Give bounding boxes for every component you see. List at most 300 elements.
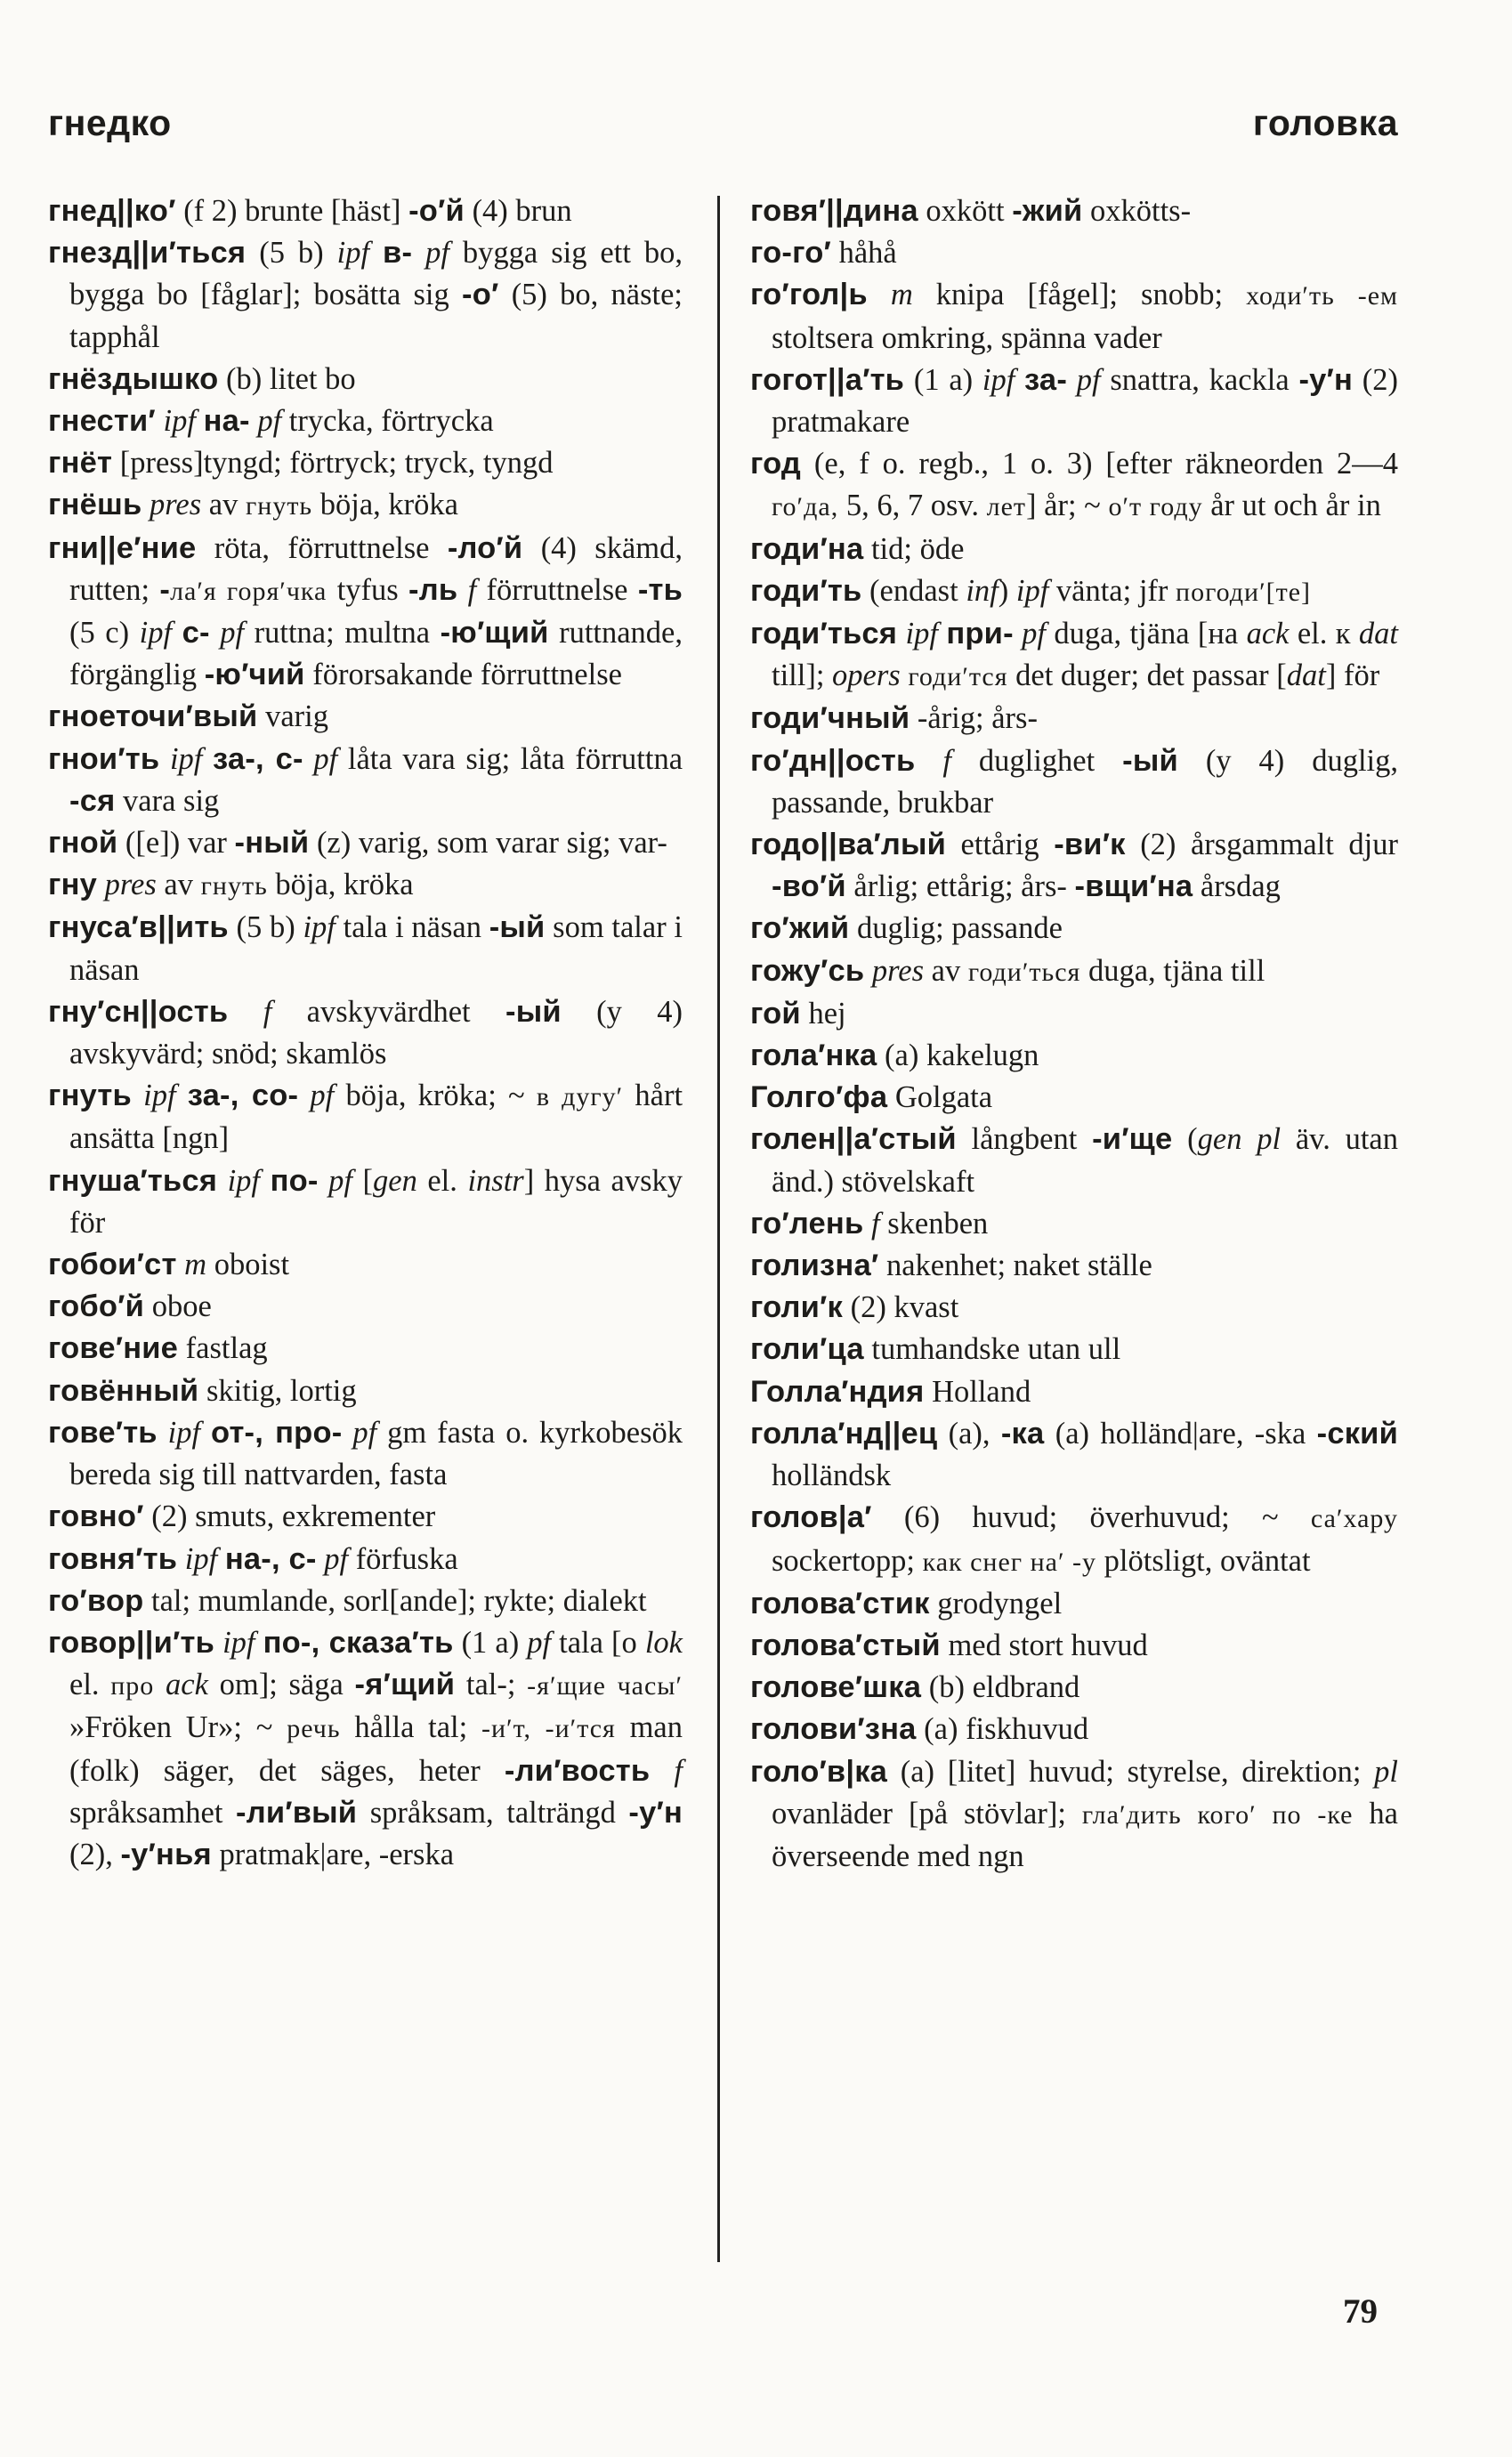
- entry-text: [159, 742, 170, 776]
- headword: гну: [48, 868, 97, 902]
- dictionary-entry: [750, 908, 1398, 950]
- headword: на-, с-: [224, 1541, 317, 1576]
- headword: го′жий: [750, 911, 850, 946]
- entry-text: inf: [966, 573, 999, 608]
- headword: годи′на: [750, 531, 864, 566]
- headword: годи′ть: [750, 573, 862, 608]
- entry-text: dat: [1358, 617, 1398, 651]
- headword: голла′нд||ец: [750, 1416, 938, 1451]
- headword: год: [750, 447, 802, 481]
- entry-text: ha överseende med ngn: [772, 1796, 1398, 1873]
- entry-text: oboist: [206, 1248, 290, 1282]
- entry-text: [255, 1626, 263, 1660]
- dictionary-entry: [48, 1539, 683, 1580]
- entry-text: av: [156, 868, 201, 902]
- entry-text: (1 a): [904, 362, 982, 397]
- entry-text: ipf: [303, 910, 336, 945]
- entry-text: äv. utan änd.) stövelskaft: [772, 1122, 1398, 1199]
- headword: говно′: [48, 1499, 144, 1534]
- entry-text: pf: [1022, 617, 1046, 651]
- headword: -ви′к: [1054, 828, 1126, 862]
- headword: гой: [750, 996, 801, 1030]
- headword: -ка: [1000, 1416, 1045, 1451]
- headword: говённый: [48, 1373, 199, 1408]
- entry-text: [1014, 617, 1022, 651]
- headword: -о′й: [408, 194, 465, 228]
- entry-text: [154, 1668, 166, 1701]
- entry-text: sockertopp;: [772, 1543, 923, 1578]
- dictionary-entry: [750, 1119, 1398, 1202]
- headword: -ю′щий: [440, 616, 549, 651]
- entry-text: tal-;: [455, 1668, 528, 1702]
- dictionary-entry: [48, 1328, 683, 1370]
- entry-text: ipf: [222, 1625, 255, 1660]
- running-head-right: головка: [1252, 102, 1398, 143]
- headword: голи′ца: [750, 1332, 864, 1367]
- dictionary-entry: [48, 739, 683, 822]
- dictionary-entry: [750, 1203, 1398, 1245]
- entry-text: ipf: [905, 617, 938, 651]
- headword: -ль: [408, 572, 458, 607]
- entry-text: instr: [467, 1163, 524, 1198]
- headword: -: [159, 572, 171, 607]
- entry-text: годи′ться: [967, 957, 1081, 987]
- headword: говор||и′ть: [48, 1625, 214, 1660]
- entry-text: vänta; jfr: [1048, 573, 1176, 608]
- entry-text: [915, 744, 942, 778]
- entry-text: f: [870, 1206, 880, 1241]
- entry-text: о′т году: [1108, 492, 1203, 522]
- headword: гни||е′ние: [48, 530, 197, 565]
- entry-text: pres: [871, 953, 925, 988]
- entry-text: oboe: [144, 1289, 212, 1324]
- entry-text: (5) bo, näste; tapphål: [69, 278, 683, 354]
- entry-text: [97, 868, 105, 901]
- headword: гожу′сь: [750, 953, 865, 988]
- entry-text: -я′щие часы′: [527, 1671, 683, 1701]
- entry-text: snattra, kackla: [1100, 362, 1299, 397]
- headword: -вщи′на: [1074, 869, 1193, 904]
- entry-text: gen pl: [1197, 1122, 1282, 1157]
- entry-text: varig: [257, 699, 328, 734]
- headword: голови′зна: [750, 1712, 917, 1747]
- entry-text: tid; öde: [863, 531, 965, 566]
- entry-text: duglighet: [950, 743, 1123, 778]
- entry-text: (6) huvud; överhuvud; ~: [871, 1500, 1311, 1535]
- entry-text: (a) fiskhuvud: [916, 1712, 1089, 1747]
- entry-text: skitig, lortig: [198, 1373, 357, 1408]
- headword: -и′ще: [1092, 1122, 1173, 1157]
- dictionary-entry: [750, 443, 1398, 528]
- headword: гнёздышко: [48, 361, 219, 396]
- entry-text: [228, 995, 263, 1029]
- entry-text: (f 2) brunte [häst]: [175, 194, 409, 228]
- dictionary-entry: [750, 1077, 1398, 1119]
- entry-text: tala [о: [551, 1625, 645, 1660]
- headword: гнуса′в||ить: [48, 910, 229, 945]
- headword: голова′стый: [750, 1628, 941, 1662]
- dictionary-entry: [48, 528, 683, 697]
- entry-text: låta vara sig; låta förruttna: [337, 741, 683, 776]
- headword: при-: [946, 617, 1014, 651]
- headword: гола′нка: [750, 1039, 877, 1073]
- entry-text: ruttnande, förgänglig: [69, 616, 683, 692]
- dictionary-entry: [48, 1622, 683, 1876]
- dictionary-entry: [750, 1709, 1398, 1750]
- dictionary-entry: [750, 1625, 1398, 1667]
- entry-text: [897, 617, 905, 651]
- entry-text: [200, 1416, 211, 1450]
- dictionary-entry: [48, 696, 683, 738]
- headword: гнед||ко′: [48, 194, 176, 228]
- entry-text: böja, kröka: [312, 488, 458, 522]
- dictionary-entry: [48, 1412, 683, 1496]
- headword: с-: [182, 616, 210, 651]
- entry-text: håhå: [830, 236, 897, 271]
- entry-text: ovanläder [på stövlar];: [772, 1796, 1082, 1831]
- entry-text: ): [998, 573, 1016, 608]
- dictionary-entry: [750, 950, 1398, 993]
- running-head-left: гнедко: [48, 102, 172, 143]
- entry-text: ([e]) var: [117, 826, 235, 861]
- entry-text: tumhandske utan ull: [863, 1332, 1121, 1367]
- entry-text: [141, 488, 150, 521]
- dictionary-entry: [750, 740, 1398, 824]
- entry-text: (a) kakelugn: [877, 1039, 1039, 1073]
- entry-text: [158, 1416, 168, 1450]
- headword: -ый: [1122, 743, 1178, 778]
- headword: гогот||а′ть: [750, 362, 905, 397]
- headword: по-, сказа′ть: [263, 1625, 454, 1660]
- entry-text: [214, 1626, 222, 1660]
- entry-text: [: [352, 1163, 373, 1198]
- entry-text: vara sig: [115, 783, 220, 818]
- entry-text: duga, tjäna till: [1080, 953, 1265, 988]
- entry-text: »Fröken Ur»; ~: [69, 1710, 287, 1745]
- entry-text: språksamhet: [69, 1795, 237, 1830]
- entry-text: ] hysa avsky för: [69, 1163, 683, 1240]
- headword: годи′чный: [750, 701, 910, 736]
- entry-text: ettårig: [946, 828, 1055, 862]
- headword: голо′в|ка: [750, 1754, 888, 1789]
- entry-text: långbent: [956, 1122, 1093, 1157]
- entry-text: böja, kröka: [267, 868, 414, 902]
- dictionary-entry: [48, 991, 683, 1075]
- dictionary-entry: [48, 400, 683, 442]
- headword: -я′щий: [354, 1668, 456, 1702]
- entry-text: dat: [1286, 659, 1326, 693]
- entry-text: лет: [986, 492, 1027, 522]
- entry-text: ruttna; multna: [244, 616, 441, 651]
- headword: годо||ва′лый: [750, 828, 947, 862]
- entry-text: lok: [644, 1625, 683, 1660]
- headword: гове′ть: [48, 1415, 158, 1450]
- entry-text: årlig; ettårig; års-: [845, 869, 1075, 904]
- entry-text: (2) årsgammalt djur: [1125, 828, 1398, 862]
- dictionary-entry: [750, 1583, 1398, 1625]
- headword: голи′к: [750, 1290, 843, 1325]
- entry-text: ipf: [336, 236, 370, 271]
- headword: по-: [270, 1163, 319, 1198]
- entry-text: f: [942, 743, 951, 778]
- dictionary-entry: [750, 613, 1398, 698]
- entry-text: böja, kröka; ~: [334, 1079, 537, 1113]
- entry-text: f: [263, 994, 272, 1029]
- entry-text: pf: [313, 741, 338, 776]
- entry-text: 5, 6, 7 osv.: [838, 489, 987, 523]
- headword: гнести′: [48, 404, 156, 439]
- entry-text: ipf: [227, 1163, 261, 1198]
- entry-text: (4) brun: [464, 194, 572, 228]
- headword: -ый: [505, 994, 562, 1029]
- entry-text: år ut och år in: [1202, 489, 1381, 523]
- dictionary-entry: [750, 698, 1398, 740]
- dictionary-entry: [750, 274, 1398, 359]
- dictionary-entry: [48, 822, 683, 864]
- headword: за-, со-: [187, 1079, 299, 1113]
- headword: голове′шка: [750, 1670, 922, 1705]
- headword: гнуть: [48, 1079, 132, 1113]
- entry-text: (5 b): [228, 910, 303, 945]
- headword: гноеточи′вый: [48, 699, 258, 734]
- entry-text: го′да,: [772, 492, 839, 522]
- entry-text: [457, 573, 467, 607]
- entry-text: hålla tal;: [340, 1710, 481, 1745]
- entry-text: как снег на′ -у: [922, 1547, 1097, 1577]
- left-column: [48, 190, 683, 1876]
- headword: -ся: [69, 783, 116, 818]
- dictionary-entry: [750, 232, 1398, 274]
- headword: голова′стик: [750, 1586, 930, 1620]
- entry-text: (: [1172, 1122, 1198, 1157]
- entry-text: pf: [1076, 362, 1101, 397]
- dictionary-entry: [750, 1035, 1398, 1077]
- entry-text: årsdag: [1193, 869, 1281, 904]
- dictionary-entry: [48, 1580, 683, 1622]
- entry-text: (2) pratmakare: [772, 362, 1399, 440]
- entry-text: (2),: [69, 1837, 121, 1871]
- headword: годи′ться: [750, 617, 898, 651]
- entry-text: pf: [324, 1541, 349, 1576]
- entry-text: pf: [310, 1079, 335, 1113]
- entry-text: pf: [220, 616, 245, 651]
- entry-text: [202, 742, 213, 776]
- entry-text: ходи′ть -ем: [1246, 281, 1398, 311]
- entry-text: el. к: [1289, 617, 1359, 651]
- headword: го′гол|ь: [750, 278, 868, 312]
- entry-text: om]; säga: [207, 1668, 355, 1702]
- entry-text: Golgata: [887, 1080, 993, 1115]
- headword: гнои′ть: [48, 741, 160, 776]
- entry-text: förorsakande förruttnelse: [304, 658, 622, 692]
- entry-text: holländsk: [772, 1459, 892, 1493]
- entry-text: med stort huvud: [940, 1628, 1148, 1662]
- dictionary-entry: [750, 1329, 1398, 1370]
- dictionary-entry: [48, 190, 683, 232]
- entry-text: pl: [1374, 1754, 1398, 1789]
- entry-text: -и′т, -и′тся: [481, 1714, 616, 1744]
- entry-text: (y 4) duglig, passande, brukbar: [772, 743, 1398, 820]
- dictionary-entry: [48, 1160, 683, 1244]
- entry-text: [217, 1542, 225, 1576]
- headword: на-: [203, 404, 250, 439]
- entry-text: (a) holländ|are, -ska: [1044, 1416, 1317, 1451]
- dictionary-entry: [48, 1286, 683, 1328]
- headword: го-го′: [750, 236, 831, 271]
- entry-text: stoltsera omkring, spänna vader: [772, 320, 1162, 355]
- entry-text: [298, 1079, 310, 1112]
- entry-text: oxkötts-: [1082, 194, 1192, 228]
- dictionary-entry: [48, 1244, 683, 1286]
- entry-text: pf: [527, 1625, 552, 1660]
- entry-text: (4) skämd, rutten;: [69, 530, 683, 607]
- entry-text: (a) [litet] huvud; styrelse, direktion;: [887, 1754, 1375, 1789]
- headword: го′вор: [48, 1583, 144, 1618]
- entry-text: bygga sig ett bo, bygga bo [fåglar]; bosätta sig: [69, 236, 683, 312]
- entry-text: avskyvärdhet: [271, 994, 505, 1029]
- entry-text: som talar i näsan: [69, 910, 683, 987]
- entry-text: ] år; ~: [1026, 489, 1109, 523]
- entry-text: (b) litet bo: [218, 361, 356, 396]
- headword: Голла′ндия: [750, 1374, 925, 1409]
- dictionary-entry: [48, 442, 683, 484]
- entry-text: duglig; passande: [849, 911, 1063, 946]
- headword: гобои′ст: [48, 1248, 177, 1282]
- headword: -ский: [1316, 1416, 1398, 1451]
- entry-text: (e, f o. regb., 1 o. 3) [efter räkneorden 2—4: [801, 447, 1398, 481]
- entry-text: гнуть: [245, 491, 313, 521]
- headword: гнуша′ться: [48, 1163, 218, 1198]
- entry-text: man (folk) säger, det säges, heter: [69, 1710, 683, 1788]
- entry-text: pres: [149, 488, 202, 522]
- entry-text: gm fasta o. kyrkobesök bereda sig till nattvarden, fasta: [69, 1415, 683, 1492]
- entry-text: hårt ansätta [ngn]: [69, 1079, 683, 1156]
- headword: -ю′чий: [204, 658, 305, 692]
- entry-text: [863, 1207, 871, 1241]
- entry-text: годи′тся: [908, 662, 1008, 692]
- right-column: [750, 190, 1398, 1878]
- dictionary-entry: [48, 907, 683, 990]
- entry-text: gen: [373, 1163, 417, 1198]
- entry-text: röta, förruttnelse: [196, 530, 448, 565]
- dictionary-entry: [750, 1245, 1398, 1287]
- entry-text: duga, tjäna [на: [1046, 617, 1247, 651]
- entry-text: [303, 742, 314, 776]
- headword: гнезд||и′ться: [48, 236, 247, 271]
- entry-text: (z) varig, som varar sig; var-: [309, 826, 667, 861]
- entry-text: el.: [416, 1163, 468, 1198]
- entry-text: pres: [104, 868, 157, 902]
- entry-text: [369, 236, 383, 270]
- page-number: 79: [1343, 2292, 1378, 2331]
- column-divider: [717, 196, 720, 2262]
- headword: го′лень: [750, 1206, 864, 1241]
- dictionary-entry: [750, 529, 1398, 570]
- entry-text: [938, 617, 946, 651]
- dictionary-entry: [750, 570, 1398, 613]
- entry-text: [650, 1754, 674, 1788]
- entry-text: ipf: [167, 1415, 201, 1450]
- headword: -ть: [637, 572, 683, 607]
- headword: -ли′вый: [236, 1795, 358, 1830]
- entry-text: av: [924, 953, 968, 988]
- headword: голов|а′: [750, 1500, 872, 1535]
- entry-text: oxkött: [918, 194, 1013, 228]
- entry-text: (y 4) avskyvärd; snöd; skamlös: [69, 994, 683, 1071]
- entry-text: m: [890, 278, 913, 312]
- entry-text: till];: [772, 659, 833, 693]
- entry-text: (5 b): [246, 236, 337, 271]
- entry-text: pf: [257, 404, 282, 439]
- entry-text: (1 a): [453, 1625, 528, 1660]
- entry-text: (2) kvast: [843, 1290, 959, 1325]
- entry-text: av: [201, 488, 246, 522]
- entry-text: [177, 1248, 185, 1281]
- entry-text: det duger; det passar [: [1007, 659, 1287, 693]
- entry-text: речь: [287, 1714, 341, 1744]
- entry-text: [156, 404, 164, 438]
- entry-text: el.: [69, 1668, 111, 1702]
- headword: голизна′: [750, 1249, 879, 1283]
- headword: гну′сн||ость: [48, 994, 229, 1029]
- entry-text: ack: [1246, 617, 1290, 651]
- entry-text: [412, 236, 425, 270]
- entry-text: förfuska: [348, 1541, 458, 1576]
- entry-text: språksam, talträngd: [357, 1795, 629, 1830]
- entry-text: knipa [fågel]; snobb;: [912, 278, 1247, 312]
- dictionary-entry: [48, 1075, 683, 1160]
- entry-text: ipf: [163, 404, 196, 439]
- headword: гнёт: [48, 446, 113, 481]
- entry-text: plötsligt, oväntat: [1096, 1543, 1311, 1578]
- entry-text: гла′дить кого′ по -ке: [1081, 1799, 1354, 1830]
- entry-text: в дугу′: [536, 1082, 624, 1112]
- entry-text: са′хару: [1310, 1504, 1398, 1534]
- entry-text: pratmak|are, -erska: [211, 1837, 455, 1871]
- dictionary-entry: [48, 484, 683, 527]
- entry-text: f: [674, 1753, 683, 1788]
- entry-text: [176, 1079, 188, 1112]
- entry-text: [132, 1079, 143, 1112]
- entry-text: (a),: [937, 1416, 1001, 1451]
- entry-text: [177, 1542, 185, 1576]
- entry-text: tal; mumlande, sorl[ande]; rykte; dialekt: [143, 1583, 647, 1618]
- entry-text: ack: [166, 1668, 208, 1702]
- headword: -у′н: [628, 1795, 683, 1830]
- headword: за-, с-: [213, 741, 303, 776]
- headword: -жий: [1012, 194, 1083, 228]
- headword: -у′нья: [120, 1837, 212, 1871]
- headword: -во′й: [772, 869, 846, 904]
- entry-text: [press]tyngd; förtryck; tryck, tyngd: [112, 446, 554, 481]
- entry-text: hej: [800, 996, 846, 1030]
- entry-text: [319, 1164, 329, 1198]
- entry-text: [342, 1416, 352, 1450]
- entry-text: -årig; års-: [910, 701, 1038, 736]
- entry-text: pf: [425, 236, 449, 271]
- dictionary-entry: [48, 1496, 683, 1538]
- dictionary-entry: [48, 864, 683, 907]
- headword: от-, про-: [211, 1415, 343, 1450]
- headword: голен||а′стый: [750, 1122, 957, 1157]
- headword: Голго′фа: [750, 1080, 888, 1115]
- entry-text: f: [467, 572, 477, 607]
- entry-text: [868, 278, 891, 311]
- entry-text: (b) eldbrand: [921, 1670, 1080, 1705]
- entry-text: погоди′[те]: [1176, 577, 1312, 607]
- entry-text: ipf: [139, 616, 173, 651]
- entry-text: Holland: [924, 1374, 1031, 1409]
